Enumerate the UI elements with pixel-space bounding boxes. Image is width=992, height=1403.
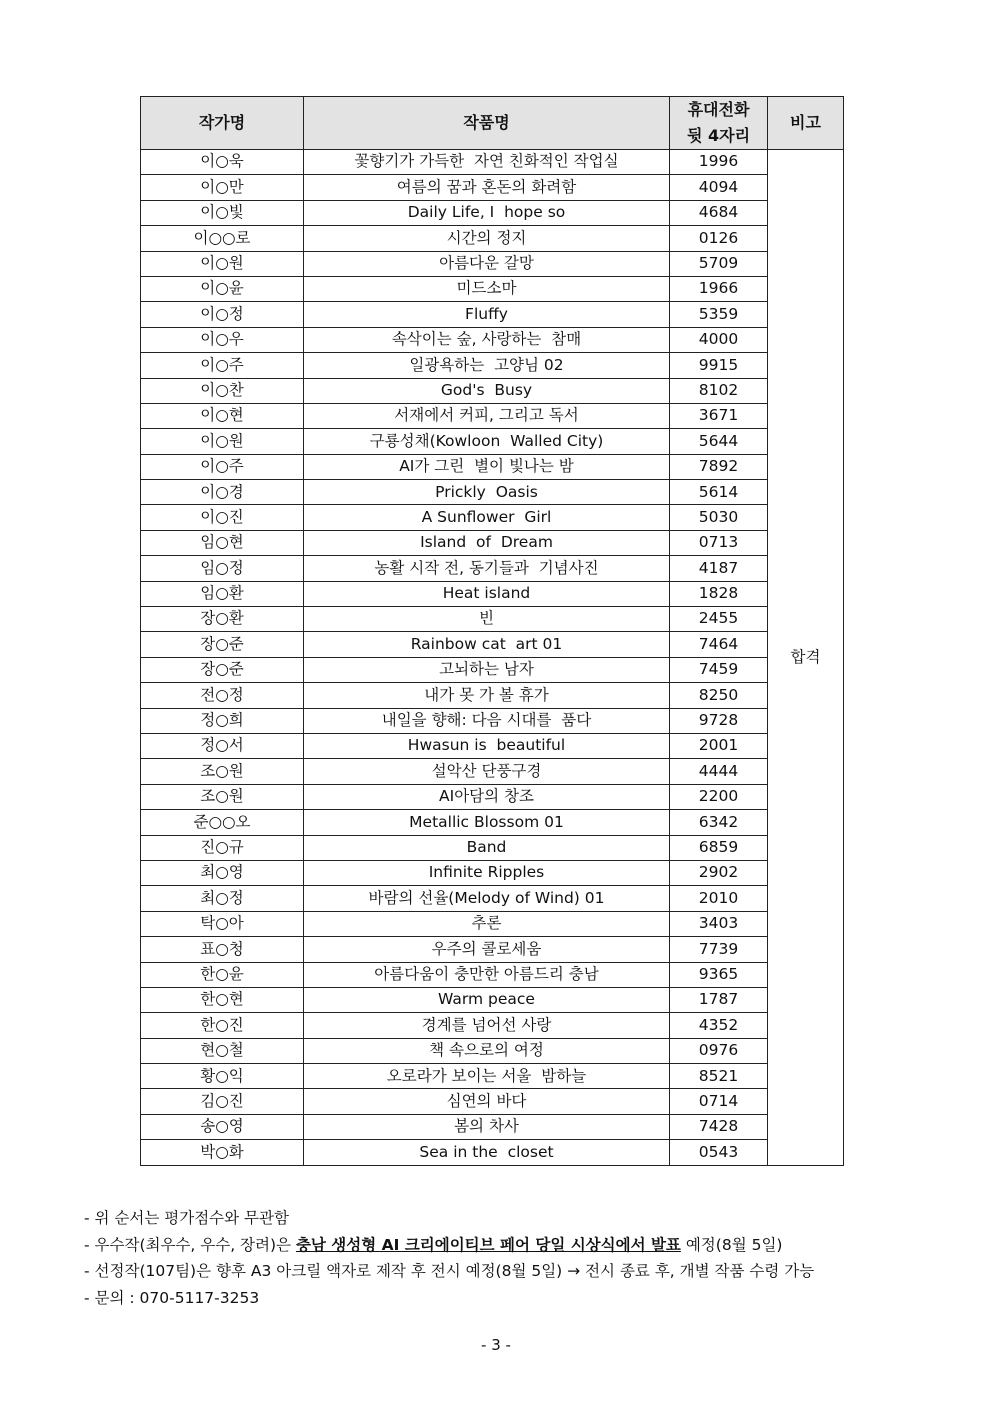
table-row xyxy=(141,581,844,606)
title-cell: Infinite Ripples xyxy=(304,860,670,885)
author-cell: 이○욱 xyxy=(141,150,304,175)
phone-cell: 7739 xyxy=(670,937,768,962)
table-row xyxy=(141,962,844,987)
author-cell: 이○경 xyxy=(141,480,304,505)
author-cell: 황○익 xyxy=(141,1064,304,1089)
title-cell: AI가 그린 별이 빛나는 밤 xyxy=(304,454,670,479)
table-row xyxy=(141,302,844,327)
phone-cell: 8250 xyxy=(670,683,768,708)
author-cell: 이○주 xyxy=(141,353,304,378)
title-cell: 시간의 정지 xyxy=(304,226,670,251)
note-award-post: 예정(8월 5일) xyxy=(680,1235,783,1254)
title-cell: 바람의 선율(Melody of Wind) 01 xyxy=(304,886,670,911)
author-cell: 준○○오 xyxy=(141,810,304,835)
title-cell: Daily Life, I hope so xyxy=(304,200,670,225)
phone-cell: 5709 xyxy=(670,251,768,276)
table-row xyxy=(141,353,844,378)
author-cell: 정○서 xyxy=(141,733,304,758)
phone-cell: 6859 xyxy=(670,835,768,860)
header-note: 비고 xyxy=(768,97,844,150)
phone-cell: 8521 xyxy=(670,1064,768,1089)
header-phone-line1: 휴대전화 xyxy=(687,100,750,119)
phone-cell: 4187 xyxy=(670,556,768,581)
title-cell: Prickly Oasis xyxy=(304,480,670,505)
author-cell: 장○환 xyxy=(141,607,304,632)
table-row xyxy=(141,733,844,758)
table-row xyxy=(141,327,844,352)
author-cell: 이○빛 xyxy=(141,200,304,225)
phone-cell: 9728 xyxy=(670,708,768,733)
author-cell: 이○찬 xyxy=(141,378,304,403)
table-row xyxy=(141,784,844,809)
phone-cell: 4094 xyxy=(670,175,768,200)
phone-cell: 0976 xyxy=(670,1038,768,1063)
title-cell: 봄의 차사 xyxy=(304,1114,670,1139)
author-cell: 이○원 xyxy=(141,429,304,454)
author-cell: 이○○로 xyxy=(141,226,304,251)
table-row xyxy=(141,200,844,225)
author-cell: 최○영 xyxy=(141,860,304,885)
author-cell: 박○화 xyxy=(141,1140,304,1165)
author-cell: 이○원 xyxy=(141,251,304,276)
notes-section xyxy=(84,1205,814,1311)
header-phone xyxy=(670,97,768,150)
author-cell: 현○철 xyxy=(141,1038,304,1063)
author-cell: 진○규 xyxy=(141,835,304,860)
phone-cell: 1966 xyxy=(670,276,768,301)
author-cell: 김○진 xyxy=(141,1089,304,1114)
note-cell-pass: 합격 xyxy=(768,150,844,1166)
phone-cell: 3671 xyxy=(670,403,768,428)
author-cell: 이○현 xyxy=(141,403,304,428)
phone-cell: 4444 xyxy=(670,759,768,784)
phone-cell: 2455 xyxy=(670,607,768,632)
phone-cell: 8102 xyxy=(670,378,768,403)
title-cell: 설악산 단풍구경 xyxy=(304,759,670,784)
table-row xyxy=(141,226,844,251)
title-cell: God's Busy xyxy=(304,378,670,403)
title-cell: Rainbow cat art 01 xyxy=(304,632,670,657)
phone-cell: 1828 xyxy=(670,581,768,606)
title-cell: 내일을 향해: 다음 시대를 품다 xyxy=(304,708,670,733)
phone-cell: 7428 xyxy=(670,1114,768,1139)
note-line-award xyxy=(84,1232,814,1259)
table-row xyxy=(141,1089,844,1114)
author-cell: 장○준 xyxy=(141,632,304,657)
title-cell: 미드소마 xyxy=(304,276,670,301)
phone-cell: 0714 xyxy=(670,1089,768,1114)
table-row xyxy=(141,378,844,403)
note-line-contact: - 문의 : 070-5117-3253 xyxy=(84,1288,260,1307)
title-cell: Sea in the closet xyxy=(304,1140,670,1165)
title-cell: 구룡성채(Kowloon Walled City) xyxy=(304,429,670,454)
author-cell: 이○만 xyxy=(141,175,304,200)
table-row xyxy=(141,835,844,860)
note-award-pre: - 우수작(최우수, 우수, 장려)은 xyxy=(84,1235,296,1254)
phone-cell: 2902 xyxy=(670,860,768,885)
author-cell: 임○환 xyxy=(141,581,304,606)
table-row xyxy=(141,505,844,530)
phone-cell: 4000 xyxy=(670,327,768,352)
table-row xyxy=(141,454,844,479)
author-cell: 이○주 xyxy=(141,454,304,479)
phone-cell: 9365 xyxy=(670,962,768,987)
author-cell: 조○원 xyxy=(141,759,304,784)
table-row xyxy=(141,886,844,911)
phone-cell: 2001 xyxy=(670,733,768,758)
phone-cell: 7464 xyxy=(670,632,768,657)
author-cell: 최○정 xyxy=(141,886,304,911)
author-cell: 표○청 xyxy=(141,937,304,962)
phone-cell: 9915 xyxy=(670,353,768,378)
table-row xyxy=(141,530,844,555)
author-cell: 한○진 xyxy=(141,1013,304,1038)
phone-cell: 0126 xyxy=(670,226,768,251)
note-line-exhibit: - 선정작(107팀)은 향후 A3 아크릴 액자로 제작 후 전시 예정(8월 5일) → 전시 종료 후, 개별 작품 수령 가능 xyxy=(84,1262,815,1280)
title-cell: 고뇌하는 남자 xyxy=(304,657,670,682)
author-cell: 이○우 xyxy=(141,327,304,352)
title-cell: 빈 xyxy=(304,607,670,632)
phone-cell: 0713 xyxy=(670,530,768,555)
header-title: 작품명 xyxy=(304,97,670,150)
title-cell: Hwasun is beautiful xyxy=(304,733,670,758)
table-row xyxy=(141,657,844,682)
table-row xyxy=(141,150,844,175)
table-row xyxy=(141,480,844,505)
table-row xyxy=(141,632,844,657)
phone-cell: 7459 xyxy=(670,657,768,682)
table-row xyxy=(141,810,844,835)
table-row xyxy=(141,987,844,1012)
title-cell: 경계를 넘어선 사랑 xyxy=(304,1013,670,1038)
phone-cell: 4684 xyxy=(670,200,768,225)
title-cell: 속삭이는 숲, 사랑하는 참매 xyxy=(304,327,670,352)
title-cell: 농활 시작 전, 동기들과 기념사진 xyxy=(304,556,670,581)
table-row xyxy=(141,1038,844,1063)
title-cell: A Sunflower Girl xyxy=(304,505,670,530)
author-cell: 이○윤 xyxy=(141,276,304,301)
table-header-row xyxy=(141,97,844,150)
table-row xyxy=(141,607,844,632)
table-row xyxy=(141,1114,844,1139)
phone-cell: 5614 xyxy=(670,480,768,505)
title-cell: Metallic Blossom 01 xyxy=(304,810,670,835)
title-cell: 추론 xyxy=(304,911,670,936)
title-cell: 여름의 꿈과 혼돈의 화려함 xyxy=(304,175,670,200)
table-row xyxy=(141,1064,844,1089)
table-row xyxy=(141,1140,844,1165)
note-award-emphasis: 충남 생성형 AI 크리에이티브 페어 당일 시상식에서 발표 xyxy=(295,1235,681,1254)
note-line-order: - 위 순서는 평가점수와 무관함 xyxy=(84,1209,289,1227)
table-row xyxy=(141,175,844,200)
author-cell: 임○정 xyxy=(141,556,304,581)
title-cell: Heat island xyxy=(304,581,670,606)
title-cell: Warm peace xyxy=(304,987,670,1012)
phone-cell: 2200 xyxy=(670,784,768,809)
title-cell: Band xyxy=(304,835,670,860)
author-cell: 이○진 xyxy=(141,505,304,530)
author-cell: 장○준 xyxy=(141,657,304,682)
table-row xyxy=(141,429,844,454)
table-row xyxy=(141,1013,844,1038)
title-cell: 아름다움이 충만한 아름드리 충남 xyxy=(304,962,670,987)
title-cell: 서재에서 커피, 그리고 독서 xyxy=(304,403,670,428)
phone-cell: 5359 xyxy=(670,302,768,327)
author-cell: 탁○아 xyxy=(141,911,304,936)
table-row xyxy=(141,759,844,784)
author-cell: 송○영 xyxy=(141,1114,304,1139)
table-row xyxy=(141,683,844,708)
table-row xyxy=(141,937,844,962)
phone-cell: 1787 xyxy=(670,987,768,1012)
title-cell: Fluffy xyxy=(304,302,670,327)
header-phone-line2: 뒷 4자리 xyxy=(686,126,751,145)
author-cell: 정○희 xyxy=(141,708,304,733)
author-cell: 한○윤 xyxy=(141,962,304,987)
phone-cell: 2010 xyxy=(670,886,768,911)
title-cell: 내가 못 가 볼 휴가 xyxy=(304,683,670,708)
phone-cell: 7892 xyxy=(670,454,768,479)
author-cell: 조○원 xyxy=(141,784,304,809)
table-row xyxy=(141,251,844,276)
title-cell: 일광욕하는 고양님 02 xyxy=(304,353,670,378)
title-cell: 아름다운 갈망 xyxy=(304,251,670,276)
table-row xyxy=(141,403,844,428)
title-cell: AI아담의 창조 xyxy=(304,784,670,809)
phone-cell: 4352 xyxy=(670,1013,768,1038)
title-cell: 책 속으로의 여정 xyxy=(304,1038,670,1063)
phone-cell: 6342 xyxy=(670,810,768,835)
title-cell: Island of Dream xyxy=(304,530,670,555)
author-cell: 한○현 xyxy=(141,987,304,1012)
title-cell: 오로라가 보이는 서울 밤하늘 xyxy=(304,1064,670,1089)
author-cell: 임○현 xyxy=(141,530,304,555)
table-row xyxy=(141,860,844,885)
phone-cell: 3403 xyxy=(670,911,768,936)
title-cell: 우주의 콜로세움 xyxy=(304,937,670,962)
phone-cell: 5030 xyxy=(670,505,768,530)
author-cell: 이○정 xyxy=(141,302,304,327)
phone-cell: 1996 xyxy=(670,150,768,175)
results-table xyxy=(140,96,844,1166)
page-number: - 3 - xyxy=(481,1336,511,1354)
phone-cell: 0543 xyxy=(670,1140,768,1165)
title-cell: 심연의 바다 xyxy=(304,1089,670,1114)
author-cell: 전○정 xyxy=(141,683,304,708)
table-row xyxy=(141,276,844,301)
title-cell: 꽃향기가 가득한 자연 친화적인 작업실 xyxy=(304,150,670,175)
table-row xyxy=(141,708,844,733)
table-row xyxy=(141,556,844,581)
table-row xyxy=(141,911,844,936)
header-author: 작가명 xyxy=(141,97,304,150)
phone-cell: 5644 xyxy=(670,429,768,454)
